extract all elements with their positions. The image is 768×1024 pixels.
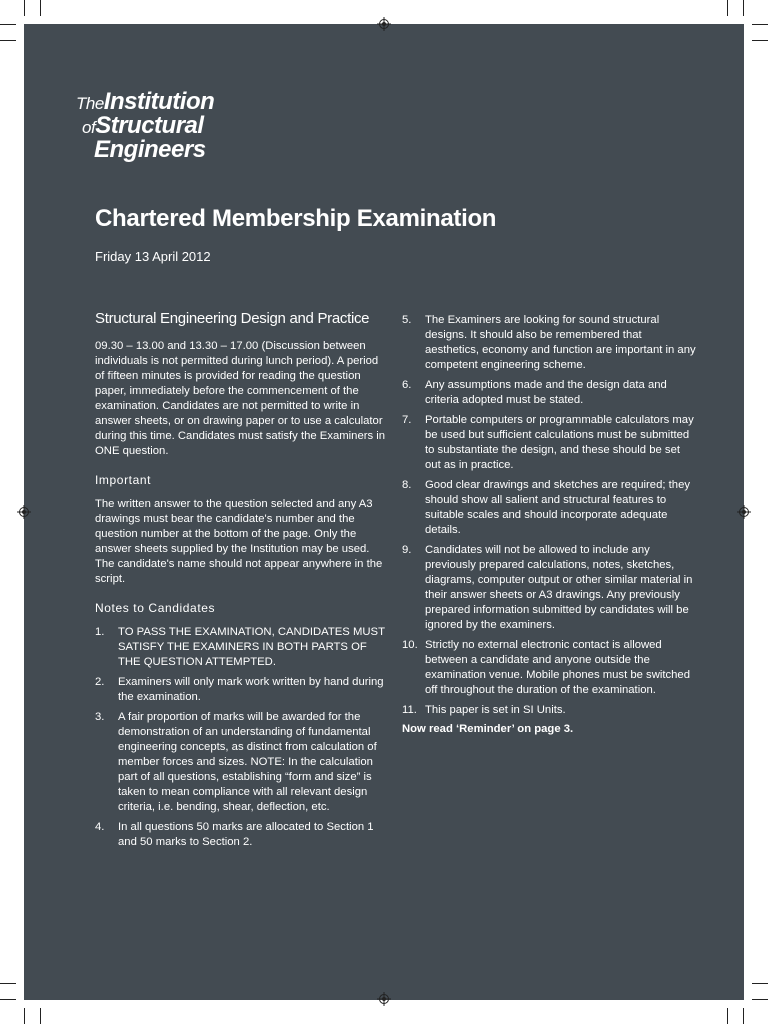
list-item-number: 5. bbox=[402, 314, 412, 326]
logo-text-engineers: Engineers bbox=[94, 136, 206, 163]
registration-mark-icon bbox=[377, 992, 391, 1006]
list-item-number: 1. bbox=[95, 626, 105, 638]
logo-text-institution: Institution bbox=[103, 88, 215, 115]
list-item-number: 6. bbox=[402, 379, 412, 391]
logo-text-structural: Structural bbox=[95, 112, 204, 139]
list-item-text: Portable computers or programmable calculators may be used but sufficient calculations must be submitted to substantiate the design, and these should be set out as in practice. bbox=[425, 414, 694, 471]
notes-list-right bbox=[402, 313, 698, 718]
list-item-text: This paper is set in SI Units. bbox=[425, 704, 566, 716]
list-item-text: Candidates will not be allowed to include any previously prepared calculations, notes, sketches, diagrams, computer output or other similar material in their answer sheets or A3 drawings. Any previously prepared information submitted by candidates will be ignored by the examiners. bbox=[425, 544, 693, 631]
list-item bbox=[95, 820, 387, 850]
registration-mark-icon bbox=[737, 505, 751, 519]
list-item-text: Good clear drawings and sketches are required; they should show all salient and structural features to suitable scales and should incorporate adequate details. bbox=[425, 479, 690, 536]
list-item-number: 10. bbox=[402, 639, 418, 651]
crop-mark bbox=[752, 24, 768, 25]
list-item-text: TO PASS THE EXAMINATION, CANDIDATES MUST SATISFY THE EXAMINERS IN BOTH PARTS OF THE QUESTION ATTEMPTED. bbox=[118, 626, 385, 668]
crop-mark bbox=[752, 983, 768, 984]
crop-mark bbox=[752, 40, 768, 41]
crop-mark bbox=[0, 40, 16, 41]
list-item bbox=[402, 478, 698, 538]
right-column bbox=[402, 313, 698, 735]
crop-mark bbox=[0, 983, 16, 984]
list-item bbox=[95, 710, 387, 815]
list-item bbox=[402, 703, 698, 718]
institution-logo bbox=[76, 90, 236, 162]
list-item-text: Strictly no external electronic contact is allowed between a candidate and anyone outside the examination venue. Mobile phones must be switched off throughout the duration of the examination. bbox=[425, 639, 691, 696]
exam-date: Friday 13 April 2012 bbox=[95, 249, 211, 264]
list-item-text: The Examiners are looking for sound structural designs. It should also be remembered that aesthetics, economy and function are important in any competent engineering scheme. bbox=[425, 314, 696, 371]
crop-mark bbox=[24, 0, 25, 16]
list-item-number: 11. bbox=[402, 704, 417, 716]
crop-mark bbox=[40, 0, 41, 16]
crop-mark bbox=[727, 1008, 728, 1024]
crop-mark bbox=[0, 24, 16, 25]
list-item-number: 3. bbox=[95, 711, 105, 723]
list-item bbox=[402, 313, 698, 373]
important-heading: Important bbox=[95, 473, 152, 487]
page-title: Chartered Membership Examination bbox=[95, 205, 497, 232]
list-item-number: 9. bbox=[402, 544, 412, 556]
list-item-number: 7. bbox=[402, 414, 412, 426]
registration-mark-icon bbox=[17, 505, 31, 519]
section-heading: Structural Engineering Design and Practice bbox=[95, 310, 370, 327]
registration-mark-icon bbox=[377, 17, 391, 31]
crop-mark bbox=[752, 999, 768, 1000]
list-item-text: Any assumptions made and the design data and criteria adopted must be stated. bbox=[425, 379, 667, 406]
logo-text-of: of bbox=[82, 118, 96, 137]
intro-paragraph: 09.30 – 13.00 and 13.30 – 17.00 (Discussion between individuals is not permitted during lunch period). A period of fifteen minutes is provided for reading the question paper, immediately before the commencement of the examination. Candidates are not permitted to write in answer sheets, or on drawing paper or to use a calculator during this time. Candidates must satisfy the Examiners in ONE question. bbox=[95, 340, 386, 457]
list-item bbox=[402, 378, 698, 408]
notes-list-left bbox=[95, 625, 387, 850]
crop-mark bbox=[743, 0, 744, 16]
list-item-number: 2. bbox=[95, 676, 105, 688]
notes-heading: Notes to Candidates bbox=[95, 601, 216, 615]
list-item-number: 4. bbox=[95, 821, 105, 833]
final-note: Now read ‘Reminder’ on page 3. bbox=[402, 723, 574, 735]
crop-mark bbox=[40, 1008, 41, 1024]
list-item-number: 8. bbox=[402, 479, 412, 491]
list-item bbox=[402, 413, 698, 473]
list-item-text: A fair proportion of marks will be awarded for the demonstration of an understanding of fundamental engineering concepts, as distinct from calculation of member forces and sizes. NOTE: In the calculation part of all questions, establishing “form and size” is taken to mean compliance with all relevant design criteria, i.e. bending, shear, deflection, etc. bbox=[118, 711, 377, 813]
important-paragraph: The written answer to the question selected and any A3 drawings must bear the candidate's number and the question number at the bottom of the page. Only the answer sheets supplied by the Institution may be used. The candidate's name should not appear anywhere in the script. bbox=[95, 498, 383, 585]
list-item bbox=[95, 625, 387, 670]
crop-mark bbox=[743, 1008, 744, 1024]
crop-mark bbox=[0, 999, 16, 1000]
crop-mark bbox=[24, 1008, 25, 1024]
list-item bbox=[402, 638, 698, 698]
crop-mark bbox=[727, 0, 728, 16]
logo-text-the: The bbox=[76, 94, 104, 113]
left-column bbox=[95, 310, 387, 855]
list-item bbox=[402, 543, 698, 633]
list-item-text: In all questions 50 marks are allocated to Section 1 and 50 marks to Section 2. bbox=[118, 821, 374, 848]
list-item-text: Examiners will only mark work written by hand during the examination. bbox=[118, 676, 384, 703]
list-item bbox=[95, 675, 387, 705]
